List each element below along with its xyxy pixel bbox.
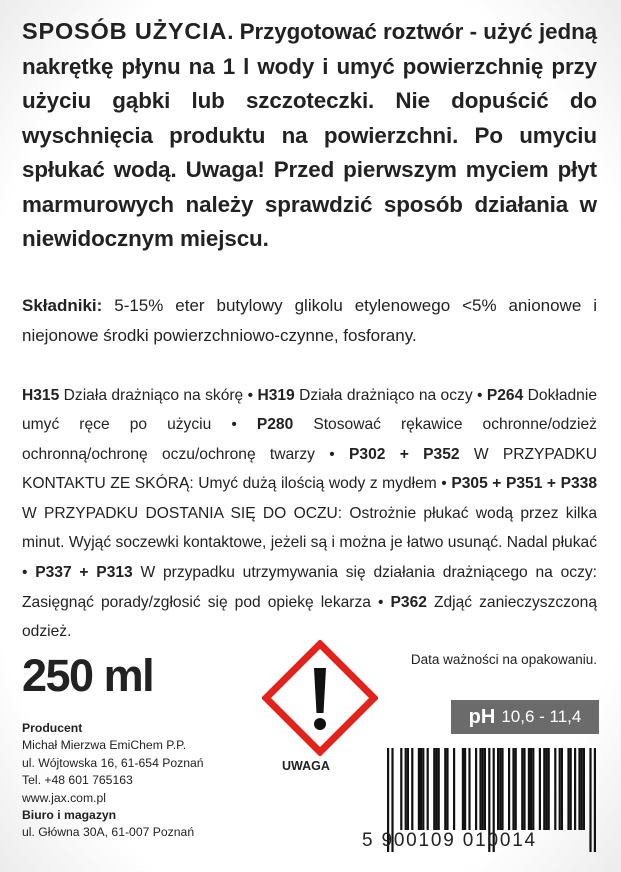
barcode-bar bbox=[427, 748, 429, 830]
barcode-bar bbox=[559, 748, 561, 830]
producer-label: Producent bbox=[22, 721, 83, 735]
precaution-code: P264 bbox=[486, 386, 524, 404]
barcode-bar bbox=[530, 748, 532, 830]
producer-address: ul. Wójtowska 16, 61-654 Poznań bbox=[22, 755, 204, 770]
barcode-bar bbox=[418, 748, 420, 830]
precaution-code: P362 bbox=[390, 593, 427, 611]
barcode-bar bbox=[438, 748, 440, 830]
barcode-bar bbox=[570, 748, 572, 830]
barcode-bar bbox=[484, 748, 486, 830]
ingredients-text: 5-15% eter butylowy glikolu etylenowego <5% anionowe i niejonowe środki powierzchniowo-czynne, fosforany. bbox=[22, 295, 597, 345]
barcode-bar bbox=[411, 748, 413, 830]
barcode-bar bbox=[561, 748, 563, 830]
precaution-text: W PRZYPADKU DOSTANIA SIĘ DO OCZU: Ostrożnie płukać wodą przez kilka minut. Wyjąć soczewki kontaktowe, jeżeli są i można je łatwo usunąć. Nadal płukać • bbox=[22, 504, 597, 582]
warning-word: UWAGA bbox=[282, 759, 330, 773]
hazard-text: Działa drażniąco na oczy • bbox=[294, 386, 487, 404]
barcode-bar bbox=[453, 748, 455, 830]
precaution-text: Stosować rękawice ochronne/odzież ochronną/ochronę oczu/ochronę twarzy • bbox=[22, 416, 597, 463]
barcode-bar bbox=[512, 748, 514, 830]
ph-label: pH bbox=[468, 705, 496, 728]
hazard-text: Działa drażniąco na skórę • bbox=[59, 386, 258, 404]
barcode-bar bbox=[528, 748, 530, 830]
barcode-bar bbox=[594, 748, 596, 852]
barcode-bar bbox=[433, 748, 435, 830]
barcode-bar bbox=[583, 748, 585, 830]
barcode-bar bbox=[446, 748, 448, 830]
ghs-exclamation-icon bbox=[262, 640, 378, 756]
barcode-bar bbox=[554, 748, 556, 830]
office-label: Biuro i magazyn bbox=[22, 808, 117, 823]
barcode-bar bbox=[521, 748, 523, 830]
ph-value: 10,6 - 11,4 bbox=[501, 707, 582, 726]
hazard-statements bbox=[22, 381, 597, 647]
barcode-bar bbox=[405, 748, 407, 830]
barcode-bar bbox=[508, 748, 510, 830]
barcode-bar bbox=[462, 748, 464, 830]
barcode-bar bbox=[589, 748, 591, 852]
precaution-text: W przypadku utrzymywania się działania drażniącego na oczy: Zasięgnąć porady/zgłosić się pod opiekę lekarza • bbox=[22, 564, 598, 611]
validity-note: Data ważności na opakowaniu. bbox=[410, 652, 597, 667]
barcode-bar bbox=[515, 748, 517, 830]
barcode-bar bbox=[468, 748, 470, 830]
hazard-code: H315 bbox=[22, 386, 60, 404]
barcode-bar bbox=[548, 748, 550, 830]
ingredients bbox=[22, 291, 597, 351]
producer-name: Michał Mierzwa EmiChem P.P. bbox=[22, 738, 187, 753]
precaution-code: P280 bbox=[256, 416, 294, 434]
precaution-code: P305 + P351 + P338 bbox=[451, 475, 597, 493]
barcode-bar bbox=[567, 748, 569, 830]
barcode-bar bbox=[532, 748, 534, 830]
barcode-bar bbox=[407, 748, 409, 830]
precaution-code: P337 + P313 bbox=[35, 564, 133, 582]
barcode-bar bbox=[499, 748, 501, 830]
barcode-bar bbox=[574, 748, 576, 830]
barcode-bar bbox=[523, 748, 525, 830]
barcode-bar bbox=[475, 748, 477, 830]
ph-badge bbox=[451, 700, 599, 734]
producer-website: www.jax.com.pl bbox=[22, 790, 106, 805]
usage-instructions bbox=[22, 14, 597, 257]
producer-info bbox=[22, 720, 204, 842]
barcode-bar bbox=[578, 748, 580, 830]
barcode-digits: 5 900109 010014 bbox=[362, 830, 537, 851]
barcode-bar bbox=[497, 748, 499, 830]
volume: 250 ml bbox=[22, 650, 154, 701]
usage-heading: SPOSÓB UŻYCIA bbox=[22, 18, 228, 44]
barcode-bar bbox=[422, 748, 424, 830]
barcode-bar bbox=[435, 748, 437, 830]
barcode-bar bbox=[539, 748, 541, 830]
precaution-text: W PRZYPADKU KONTAKTU ZE SKÓRĄ: Umyć dużą ilością wody z mydłem • bbox=[22, 445, 597, 493]
producer-phone: Tel. +48 601 765163 bbox=[22, 773, 133, 788]
precaution-code: P302 + P352 bbox=[349, 445, 460, 463]
barcode-bar bbox=[543, 748, 545, 830]
barcode-bar bbox=[482, 748, 484, 830]
barcode-bar bbox=[400, 748, 402, 830]
ingredients-label: Składniki: bbox=[22, 295, 103, 315]
barcode-bar bbox=[479, 748, 481, 830]
office-address: ul. Główna 30A, 61-007 Poznań bbox=[22, 825, 195, 840]
barcode-bar bbox=[545, 748, 547, 830]
barcode-bar bbox=[501, 748, 503, 830]
precaution-text: Dokładnie umyć ręce po użyciu • bbox=[22, 386, 597, 434]
barcode-bar bbox=[464, 748, 466, 830]
precaution-text: Zdjąć zanieczyszczoną odzież. bbox=[22, 593, 597, 641]
barcode-bar bbox=[420, 748, 422, 830]
barcode-bar bbox=[581, 748, 583, 830]
barcode-bar bbox=[444, 748, 446, 830]
usage-text: . Przygotować roztwór - użyć jedną nakrętkę płynu na 1 l wody i umyć powierzchnię przy użyciu gąbki lub szczoteczki. Nie dopuścić do wyschnięcia produktu na powierzchni. Po umyciu spłukać wodą. Uwaga! Przed pierwszym myciem płyt marmurowych należy sprawdzić sposób działania w niewidocznym miejscu. bbox=[22, 19, 598, 251]
hazard-code: H319 bbox=[257, 386, 295, 404]
